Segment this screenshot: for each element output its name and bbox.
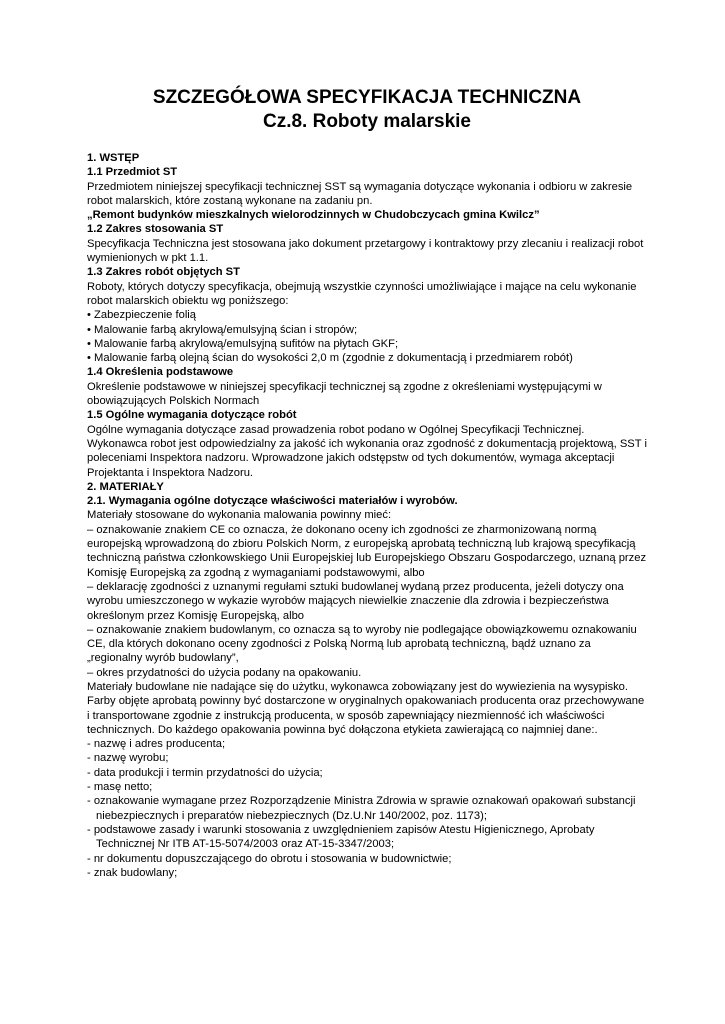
document-title: SZCZEGÓŁOWA SPECYFIKACJA TECHNICZNA: [152, 87, 582, 108]
paragraph: Wykonawca robot jest odpowiedzialny za jakość ich wykonania oraz zgodność z dokumentacją projektową, SST i poleceniami Inspektora nadzoru. Wprowadzone jakich odstępstw od tych dokumentów, wymaga akceptacji Projektanta i Inspektora Nadzoru.: [87, 437, 647, 479]
paragraph: • Malowanie farbą akrylową/emulsyjną sufitów na płytach GKF;: [87, 337, 399, 350]
paragraph: - masę netto;: [87, 781, 153, 794]
paragraph: • Malowanie farbą akrylową/emulsyjną ścian i stropów;: [87, 323, 358, 336]
section-heading: 2. MATERIAŁY: [87, 480, 164, 493]
document-page: [87, 84, 647, 880]
paragraph: - podstawowe zasady i warunki stosowania z uwzględnieniem zapisów Atestu Higienicznego, Aprobaty Technicznej Nr ITB AT-15-5074/2003 oraz AT-15-3347/2003;: [87, 823, 595, 851]
paragraph: Materiały budowlane nie nadające się do użytku, wykonawca zobowiązany jest do wywiezienia na wysypisko.: [87, 680, 629, 693]
paragraph: – deklarację zgodności z uznanymi regułami sztuki budowlanej wydaną przez producenta, jeżeli dotyczy ona wyrobu umieszczonego w wykazie wyrobów mających niewielkie znaczenie dla zdrowia i bezpieczeństwa określonym przez Komisję Europejską, albo: [87, 580, 624, 622]
section-heading: 1.2 Zakres stosowania ST: [87, 223, 224, 236]
paragraph: Farby objęte aprobatą powinny być dostarczone w oryginalnych opakowaniach producenta oraz przechowywane i transportowane zgodnie z instrukcją producenta, w sposób zapewniający niezmienność ich właściwości technicznych. Do każdego opakowania powinna być dołączona etykieta zawierającą co najmniej dane:.: [87, 695, 645, 736]
paragraph: - nr dokumentu dopuszczającego do obrotu i stosowania w budownictwie;: [87, 852, 452, 865]
paragraph: - znak budowlany;: [87, 866, 178, 879]
paragraph: Przedmiotem niniejszej specyfikacji technicznej SST są wymagania dotyczące wykonania i odbioru w zakresie robot malarskich, które zostaną wykonane na zadaniu pn.: [87, 180, 633, 207]
paragraph: Materiały stosowane do wykonania malowania powinny mieć:: [87, 509, 392, 522]
document-subtitle: Cz.8. Roboty malarskie: [262, 111, 472, 132]
paragraph: - nazwę i adres producenta;: [87, 738, 226, 751]
section-heading: „Remont budynków mieszkalnych wielorodzinnych w Chudobczycach gmina Kwilcz”: [87, 209, 540, 222]
paragraph: - oznakowanie wymagane przez Rozporządzenie Ministra Zdrowia w sprawie oznakowań opakowań substancji niebezpiecznych i preparatów niebezpiecznych (Dz.U.Nr 140/2002, poz. 1173);: [87, 795, 636, 822]
section-heading: 1.4 Określenia podstawowe: [87, 366, 234, 379]
document-body: [87, 151, 647, 880]
paragraph: – oznakowanie znakiem CE co oznacza, że dokonano oceny ich zgodności ze zharmonizowaną normą europejską wprowadzoną do zbioru Polskich Norm, z europejską aprobatą techniczną lub krajową specyfikacją techniczną państwa członkowskiego Unii Europejskiej lub Europejskiego Obszaru Gospodarczego, uznaną przez Komisję Europejską za zgodną z wymaganiami podstawowymi, albo: [87, 523, 647, 579]
paragraph: Określenie podstawowe w niniejszej specyfikacji technicznej są zgodne z określeniami występującymi w obowiązujących Polskich Normach: [87, 380, 602, 408]
paragraph: • Zabezpieczenie folią: [87, 309, 197, 322]
paragraph: Ogólne wymagania dotyczące zasad prowadzenia robot podano w Ogólnej Specyfikacji Technicznej.: [87, 423, 585, 436]
paragraph: - nazwę wyrobu;: [87, 752, 169, 765]
section-heading: 1. WSTĘP: [87, 152, 140, 164]
paragraph: – okres przydatności do użycia podany na opakowaniu.: [87, 666, 362, 679]
paragraph: Specyfikacja Techniczna jest stosowana jako dokument przetargowy i kontraktowy przy zlecaniu i realizacji robot wymienionych w pkt 1.1.: [87, 237, 644, 265]
section-heading: 1.3 Zakres robót objętych ST: [87, 266, 240, 279]
paragraph: - data produkcji i termin przydatności do użycia;: [87, 766, 323, 779]
paragraph: • Malowanie farbą olejną ścian do wysokości 2,0 m (zgodnie z dokumentacją i przedmiarem robót): [87, 352, 573, 365]
paragraph: Roboty, których dotyczy specyfikacja, obejmują wszystkie czynności umożliwiające i mające na celu wykonanie robot malarskich obiektu wg poniższego:: [87, 280, 637, 307]
paragraph: – oznakowanie znakiem budowlanym, co oznacza są to wyroby nie podlegające obowiązkowemu oznakowaniu CE, dla których dokonano oceny zgodności z Polską Normą lub aprobatą techniczną, bądź uznano za „regionalny wyrób budowlany”,: [87, 623, 637, 665]
section-heading: 2.1. Wymagania ogólne dotyczące właściwości materiałów i wyrobów.: [87, 495, 458, 508]
section-heading: 1.1 Przedmiot ST: [87, 166, 178, 179]
section-heading: 1.5 Ogólne wymagania dotyczące robót: [87, 409, 297, 422]
